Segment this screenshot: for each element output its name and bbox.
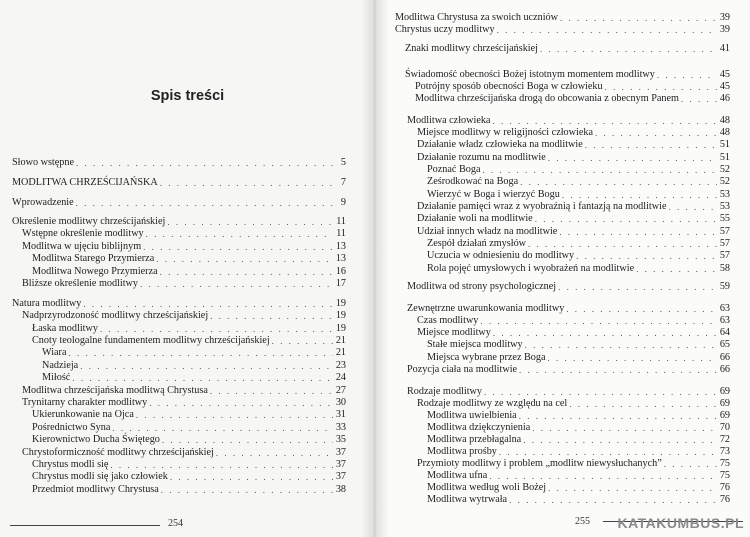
toc-entry-page: 69 [719,398,730,409]
toc-entry [417,398,730,410]
toc-entry [427,434,730,446]
toc-entry-label: Działanie woli na modlitwie [417,213,533,224]
toc-leader-dots [525,339,717,351]
toc-leader-dots [540,43,717,55]
toc-entry-page: 52 [719,164,730,175]
toc-entry-label: Modlitwa prośby [427,446,497,457]
toc-leader-dots [559,226,716,238]
toc-entry-label: Zespół działań zmysłów [427,238,527,249]
toc-entry [427,494,730,506]
toc-entry [427,422,730,434]
toc-entry-label: Modlitwa uwielbienia [427,410,517,421]
toc-leader-dots [519,364,717,376]
toc-entry [12,157,346,169]
toc-leader-dots [156,253,333,265]
toc-entry [407,115,730,127]
toc-leader-dots [560,12,717,24]
toc-entry-label: Natura modlitwy [12,298,82,309]
toc-entry-label: Miejsce modlitwy [417,327,491,338]
toc-entry-page: 69 [719,410,730,421]
toc-entry-label: Świadomość obecności Bożej istotnym momentem modlitwy [405,69,655,80]
toc-entry-label: Działanie pamięci wraz z wyobraźnią i fantazją na modlitwie [417,201,667,212]
toc-leader-dots [146,228,334,240]
toc-entry [22,228,346,240]
toc-entry-page: 48 [719,115,730,126]
toc-entry-page: 45 [719,69,730,80]
toc-entry-label: Modlitwa chrześcijańska modlitwą Chrystusa [22,385,208,396]
toc-leader-dots [566,303,717,315]
toc-leader-dots [569,398,717,410]
toc-entry-page: 48 [719,127,730,138]
toc-entry-label: Rola pojęć umysłowych i wyobrażeń na modlitwie [427,263,635,274]
toc-entry [42,360,346,372]
toc-leader-dots [595,127,717,139]
footer-rule-left [10,525,160,526]
toc-entry-label: Modlitwa Chrystusa za swoich uczniów [395,12,558,23]
toc-entry-label: Nadzieja [42,360,79,371]
toc-entry-label: Wierzyć w Boga i wierzyć Bogu [427,189,560,200]
toc-leader-dots [489,470,717,482]
toc-entry-label: Miłość [42,372,71,383]
toc-leader-dots [520,176,717,188]
toc-entry-page: 46 [719,93,730,104]
toc-leader-dots [110,459,332,471]
toc-leader-dots [528,238,717,250]
watermark: KATAKUMBUS.PL [617,515,744,531]
toc-entry-label: Nadprzyrodzoność modlitwy chrześcijańskiej [22,310,209,321]
toc-entry-label: Słowo wstępne [12,157,74,168]
toc-entry [417,213,730,225]
toc-entry-page: 55 [719,213,730,224]
toc-entry-label: Rodzaje modlitwy [407,386,482,397]
toc-entry-label: Modlitwa w ujęciu biblijnym [22,241,142,252]
toc-entry-label: Modlitwa przebłagalna [427,434,522,445]
toc-entry-page: 66 [719,352,730,363]
toc-entry-page: 75 [719,470,730,481]
toc-entry [32,459,346,471]
toc-entry-page: 21 [335,335,346,346]
toc-entry-page: 69 [719,386,730,397]
toc-leader-dots [162,434,333,446]
toc-entry [427,339,730,351]
toc-entry [407,364,730,376]
toc-entry [427,176,730,188]
toc-entry [32,422,346,434]
toc-entry [32,253,346,265]
toc-entry-page: 30 [335,397,346,408]
toc-leader-dots [72,372,333,384]
toc-entry-label: Bliższe określenie modlitwy [22,278,138,289]
toc-entry [417,226,730,238]
toc-leader-dots [210,310,333,322]
toc-leader-dots [68,347,332,359]
toc-entry-label: Modlitwa dziękczynienia [427,422,531,433]
toc-leader-dots [499,446,717,458]
toc-entry-label: Miejsce modlitwy w religijności człowieka [417,127,593,138]
toc-leader-dots [482,164,716,176]
toc-leader-dots [657,69,717,81]
toc-leader-dots [668,201,716,213]
toc-entry-label: Modlitwa człowieka [407,115,491,126]
toc-entry-page: 19 [335,298,346,309]
toc-entry-page: 33 [335,422,346,433]
toc-entry-label: Chrystus modli się jako człowiek [32,471,168,482]
toc-entry [405,69,730,81]
toc-entry-page: 35 [335,434,346,445]
toc-entry-label: Chrystus uczy modlitwy [395,24,495,35]
toc-leader-dots [112,422,332,434]
toc-entry-label: Modlitwa chrześcijańska drogą do obcowania z obecnym Panem [415,93,679,104]
toc-entry-label: MODLITWA CHRZEŚCIJAŃSKA [12,177,158,188]
toc-entry-page: 11 [336,216,346,227]
toc-entry-label: Uczucia w odniesieniu do modlitwy [427,250,575,261]
toc-entry-page: 53 [719,201,730,212]
toc-entry-label: Przymioty modlitwy i problem „modlitw niewysłuchanych” [417,458,662,469]
toc-entry [12,177,346,189]
toc-entry [427,352,730,364]
toc-entry [407,281,730,293]
toc-leader-dots [605,81,717,93]
toc-entry [427,250,730,262]
toc-leader-dots [100,323,333,335]
toc-entry-page: 65 [719,339,730,350]
toc-entry-page: 57 [719,238,730,249]
toc-entry [427,410,730,422]
toc-entry-page: 73 [719,446,730,457]
toc-entry-label: Poznać Boga [427,164,481,175]
toc-entry-page: 75 [719,458,730,469]
toc-entry [42,347,346,359]
toc-entry-page: 63 [719,315,730,326]
toc-leader-dots [484,386,717,398]
toc-entry-label: Trynitarny charakter modlitwy [22,397,148,408]
toc-entry [427,482,730,494]
toc-entry [417,201,730,213]
toc-entry [427,164,730,176]
toc-entry-label: Stałe miejsca modlitwy [427,339,523,350]
toc-leader-dots [519,410,717,422]
toc-entry-page: 27 [335,385,346,396]
toc-entry-page: 63 [719,303,730,314]
toc-leader-dots [76,197,338,209]
toc-leader-dots [576,250,717,262]
toc-entry [22,241,346,253]
toc-entry-label: Cnoty teologalne fundamentem modlitwy chrześcijańskiej [32,335,270,346]
toc-leader-dots [681,93,717,105]
toc-entry-page: 24 [335,372,346,383]
toc-entry-label: Udział innych władz na modlitwie [417,226,558,237]
toc-entry [395,12,730,24]
toc-entry-page: 70 [719,422,730,433]
toc-entry-label: Modlitwa ufna [427,470,488,481]
toc-entry-page: 37 [335,459,346,470]
toc-entry [427,263,730,275]
toc-entry [417,127,730,139]
toc-leader-dots [140,278,333,290]
toc-entry [417,139,730,151]
toc-entry-page: 37 [335,471,346,482]
toc-leader-dots [548,152,717,164]
toc-leader-dots [492,115,716,127]
toc-entry-label: Potrójny sposób obecności Boga w człowieku [415,81,603,92]
toc-leader-dots [143,241,333,253]
toc-entry [32,409,346,421]
toc-entry-page: 51 [719,152,730,163]
toc-entry-page: 59 [719,281,730,292]
toc-entry-label: Działanie władz człowieka na modlitwie [417,139,583,150]
toc-entry-page: 17 [335,278,346,289]
toc-entry-label: Określenie modlitwy chrześcijańskiej [12,216,166,227]
toc-entry-page: 7 [340,177,346,188]
toc-entry-label: Pozycja ciała na modlitwie [407,364,518,375]
page-number-left: 254 [168,518,183,529]
toc-entry-page: 16 [335,266,346,277]
toc-entry [417,327,730,339]
toc-entry [417,152,730,164]
toc-entry-label: Wstępne określenie modlitwy [22,228,144,239]
toc-entry [12,298,346,310]
toc-leader-dots [216,447,333,459]
toc-entry [427,189,730,201]
toc-entry-page: 11 [336,228,346,239]
toc-entry-label: Ukierunkowanie na Ojca [32,409,134,420]
toc-entry [22,397,346,409]
toc-leader-dots [523,434,717,446]
toc-entry-page: 41 [719,43,730,54]
toc-leader-dots [532,422,717,434]
toc-entry-page: 72 [719,434,730,445]
toc-entry [417,315,730,327]
toc-leader-dots [167,216,333,228]
toc-entry-label: Zewnętrzne uwarunkowania modlitwy [407,303,565,314]
toc-entry-label: Chrystus modli się [32,459,109,470]
toc-entry [32,266,346,278]
toc-entry-page: 38 [335,484,346,495]
toc-entry-page: 57 [719,250,730,261]
toc-entry-label: Pośrednictwo Syna [32,422,111,433]
toc-entry-page: 51 [719,139,730,150]
toc-entry-page: 53 [719,189,730,200]
toc-entry [427,238,730,250]
toc-entry-page: 76 [719,482,730,493]
toc-entry [32,434,346,446]
toc-entry [427,446,730,458]
toc-entry-page: 64 [719,327,730,338]
right-page [375,0,750,537]
toc-entry-label: Czas modlitwy [417,315,479,326]
toc-entry-label: Modlitwa od strony psychologicznej [407,281,557,292]
toc-entry [12,216,346,228]
page-number-right: 255 [575,516,590,527]
toc-entry [22,278,346,290]
toc-leader-dots [160,177,338,189]
toc-leader-dots [76,157,338,169]
toc-leader-dots [493,327,717,339]
toc-entry [12,197,346,209]
toc-leader-dots [149,397,333,409]
toc-entry [427,470,730,482]
toc-entry-label: Przedmiot modlitwy Chrystusa [32,484,159,495]
toc-entry [32,323,346,335]
toc-entry [415,93,730,105]
toc-entry-label: Modlitwa wytrwała [427,494,508,505]
toc-leader-dots [585,139,717,151]
toc-leader-dots [497,24,717,36]
toc-entry-label: Kierownictwo Ducha Świętego [32,434,160,445]
toc-entry-label: Wprowadzenie [12,197,74,208]
toc-leader-dots [548,352,717,364]
toc-entry-page: 21 [335,347,346,358]
toc-entry-label: Miejsca wybrane przez Boga [427,352,546,363]
toc-entry-label: Modlitwa Starego Przymierza [32,253,155,264]
toc-entry-label: Modlitwa Nowego Przymierza [32,266,158,277]
toc-entry [42,372,346,384]
toc-entry-page: 39 [719,24,730,35]
toc-entry [32,335,346,347]
toc-leader-dots [210,385,333,397]
toc-leader-dots [83,298,332,310]
toc-entry-page: 23 [335,360,346,371]
toc-entry-label: Rodzaje modlitwy ze względu na cel [417,398,568,409]
toc-entry-label: Działanie rozumu na modlitwie [417,152,546,163]
toc-entry-page: 52 [719,176,730,187]
toc-title: Spis treści [150,88,225,104]
toc-leader-dots [548,482,717,494]
toc-leader-dots [136,409,333,421]
toc-entry-page: 19 [335,310,346,321]
toc-entry [22,447,346,459]
toc-entry [407,303,730,315]
toc-entry-page: 31 [335,409,346,420]
toc-entry [415,81,730,93]
toc-entry [405,43,730,55]
toc-entry-page: 13 [335,241,346,252]
toc-entry [407,386,730,398]
toc-leader-dots [170,471,333,483]
toc-entry-label: Wiara [42,347,67,358]
toc-entry-page: 57 [719,226,730,237]
toc-entry-label: Chrystoformiczność modlitwy chrześcijańskiej [22,447,214,458]
toc-entry-page: 19 [335,323,346,334]
toc-entry [395,24,730,36]
toc-entry-page: 39 [719,12,730,23]
toc-entry-page: 58 [719,263,730,274]
toc-entry [32,484,346,496]
toc-leader-dots [480,315,716,327]
toc-entry-label: Ześrodkować na Boga [427,176,519,187]
toc-entry-label: Łaska modlitwy [32,323,98,334]
toc-entry-page: 5 [340,157,346,168]
toc-entry-page: 37 [335,447,346,458]
toc-entry [417,458,730,470]
toc-entry [32,471,346,483]
toc-entry-page: 66 [719,364,730,375]
toc-entry-page: 9 [340,197,346,208]
toc-leader-dots [562,189,717,201]
toc-entry-page: 13 [335,253,346,264]
toc-entry-label: Modlitwa według woli Bożej [427,482,547,493]
toc-leader-dots [160,266,333,278]
toc-leader-dots [272,335,333,347]
toc-leader-dots [80,360,333,372]
toc-leader-dots [509,494,717,506]
toc-entry [22,385,346,397]
toc-entry [22,310,346,322]
toc-leader-dots [535,213,717,225]
toc-entry-label: Znaki modlitwy chrześcijańskiej [405,43,538,54]
toc-leader-dots [664,458,717,470]
toc-leader-dots [636,263,717,275]
toc-entry-page: 76 [719,494,730,505]
toc-entry-page: 45 [719,81,730,92]
toc-leader-dots [558,281,717,293]
toc-leader-dots [161,484,333,496]
